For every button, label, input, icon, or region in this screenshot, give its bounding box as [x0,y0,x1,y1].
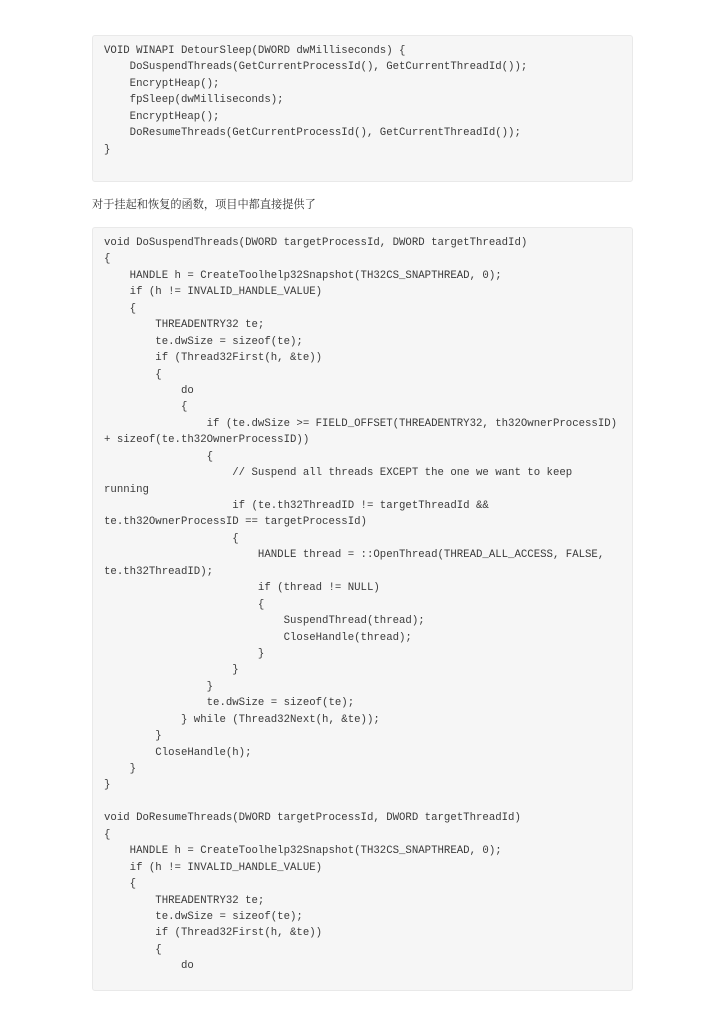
code-line: void DoResumeThreads(DWORD targetProcessId, DWORD targetThreadId) [104,812,521,825]
code-line: { [104,368,162,381]
code-line: DoSuspendThreads(GetCurrentProcessId(), GetCurrentThreadId()); [104,61,528,74]
code-line: if (te.dwSize >= FIELD_OFFSET(THREADENTRY32, th32OwnerProcessID) [104,417,618,430]
code-line: } [104,143,111,156]
code-line: te.dwSize = sizeof(te); [104,697,355,710]
code-line [104,794,617,810]
code-line: HANDLE thread = ::OpenThread(THREAD_ALL_ACCESS, FALSE, [104,549,605,562]
code-line: if (thread != NULL) [104,582,380,595]
code-line: { [104,253,111,266]
code-content [104,43,527,158]
code-line: // Suspend all threads EXCEPT the one we want to keep [104,467,573,480]
code-line: { [104,828,111,841]
code-line: + sizeof(te.th32OwnerProcessID)) [104,434,310,447]
code-block-detour-sleep [92,35,633,182]
code-line: if (h != INVALID_HANDLE_VALUE) [104,861,323,874]
code-line: { [104,450,214,463]
code-line: { [104,401,188,414]
code-line: } [104,647,265,660]
code-line: running [104,483,149,496]
code-line: HANDLE h = CreateToolhelp32Snapshot(TH32CS_SNAPTHREAD, 0); [104,269,502,282]
code-line: if (te.th32ThreadID != targetThreadId && [104,500,489,512]
code-line: } [104,730,162,743]
code-line: te.th32ThreadID); [104,565,214,578]
code-line: do [104,384,194,397]
code-line: te.dwSize = sizeof(te); [104,910,303,923]
code-line: HANDLE h = CreateToolhelp32Snapshot(TH32CS_SNAPTHREAD, 0); [104,845,502,858]
code-line: if (Thread32First(h, &te)) [104,352,323,365]
code-line: te.th32OwnerProcessID == targetProcessId) [104,516,367,529]
code-line: te.dwSize = sizeof(te); [104,335,303,348]
code-line: } [104,779,111,792]
code-line: } while (Thread32Next(h, &te)); [104,713,380,726]
code-line: { [104,598,265,611]
code-line: if (h != INVALID_HANDLE_VALUE) [104,286,323,299]
code-line: SuspendThread(thread); [104,615,425,628]
code-line: THREADENTRY32 te; [104,894,265,907]
code-content [104,235,617,975]
code-line: void DoSuspendThreads(DWORD targetProcessId, DWORD targetThreadId) [104,237,528,249]
code-line: { [104,878,137,891]
code-line: CloseHandle(thread); [104,631,412,644]
code-line: { [104,532,239,545]
code-line: { [104,302,137,315]
code-line: fpSleep(dwMilliseconds); [104,94,284,107]
code-line: EncryptHeap(); [104,110,220,123]
code-line: VOID WINAPI DetourSleep(DWORD dwMilliseconds) { [104,45,406,57]
code-line: THREADENTRY32 te; [104,319,265,332]
code-line: { [104,943,162,956]
code-block-suspend-resume-threads [92,227,633,991]
body-paragraph: 对于挂起和恢复的函数，项目中都直接提供了 [92,198,316,211]
code-line: } [104,664,239,677]
code-line: } [104,763,137,775]
code-line: do [104,960,194,973]
code-line: EncryptHeap(); [104,77,220,90]
code-line: if (Thread32First(h, &te)) [104,927,323,940]
code-line: CloseHandle(h); [104,746,252,759]
code-line: DoResumeThreads(GetCurrentProcessId(), GetCurrentThreadId()); [104,127,521,140]
code-line: } [104,680,214,693]
